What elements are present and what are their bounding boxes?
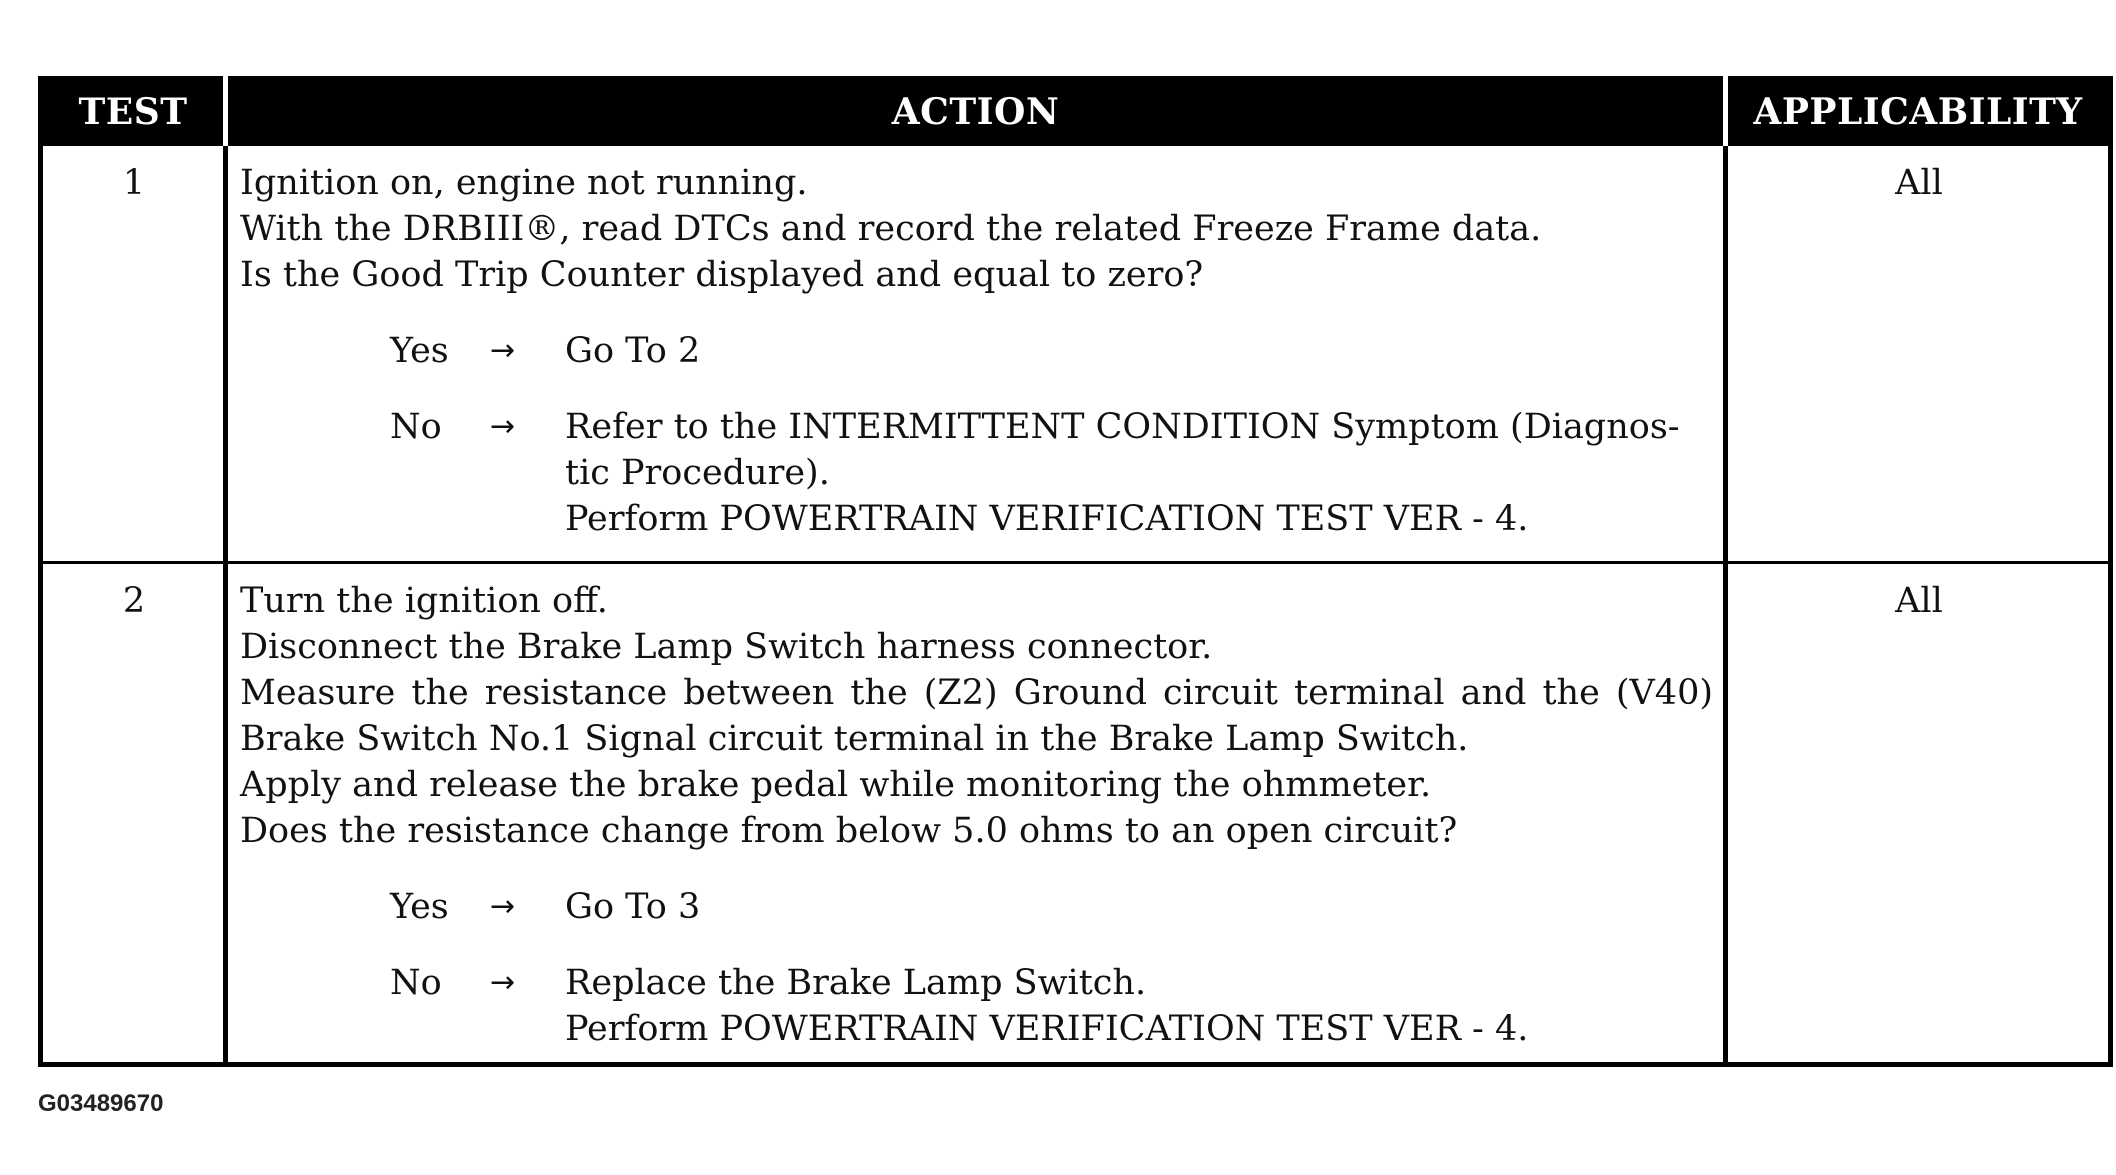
action-cell	[226, 145, 1726, 563]
no-result	[390, 404, 1713, 542]
no-label: No	[390, 407, 442, 447]
no-outcome	[565, 960, 1713, 1052]
action-step: Ignition on, engine not running.	[240, 163, 808, 203]
outcome-line: tic Procedure).	[565, 453, 830, 493]
outcome-line: Refer to the INTERMITTENT CONDITION Symptom (Diagnos-	[565, 407, 1680, 447]
right-arrow-icon: →	[490, 333, 516, 368]
yes-outcome	[565, 884, 1713, 930]
figure-id: G03489670	[38, 1090, 164, 1117]
yes-result	[390, 328, 1713, 374]
outcome-line: Perform POWERTRAIN VERIFICATION TEST VER - 4.	[565, 499, 1529, 539]
outcome-line: Perform POWERTRAIN VERIFICATION TEST VER - 4.	[565, 1009, 1529, 1049]
yes-label: Yes	[390, 887, 449, 927]
action-cell	[226, 563, 1726, 1065]
table-row-test-2	[41, 563, 2111, 1065]
action-step: Measure the resistance between the (Z2) Ground circuit terminal and the (V40)	[240, 673, 1713, 713]
right-arrow-icon: →	[490, 409, 516, 444]
column-header-action: ACTION	[226, 79, 1726, 145]
no-label: No	[390, 963, 442, 1003]
action-step: With the DRBIII®, read DTCs and record the related Freeze Frame data.	[240, 209, 1542, 249]
applicability-value: All	[1726, 145, 2111, 563]
no-result	[390, 960, 1713, 1052]
right-arrow-icon: →	[490, 889, 516, 924]
outcome-line: Replace the Brake Lamp Switch.	[565, 963, 1147, 1003]
test-number: 2	[41, 563, 226, 1065]
outcome-line: Go To 2	[565, 331, 701, 371]
action-step: Turn the ignition off.	[240, 581, 608, 621]
yes-outcome	[565, 328, 1713, 374]
action-step: Brake Switch No.1 Signal circuit terminal in the Brake Lamp Switch.	[240, 719, 1469, 759]
test-number: 1	[41, 145, 226, 563]
action-step: Is the Good Trip Counter displayed and equal to zero?	[240, 255, 1204, 295]
no-outcome	[565, 404, 1713, 542]
right-arrow-icon: →	[490, 965, 516, 1000]
action-step: Apply and release the brake pedal while monitoring the ohmmeter.	[240, 765, 1432, 805]
column-header-applicability: APPLICABILITY	[1726, 79, 2111, 145]
action-step: Disconnect the Brake Lamp Switch harness connector.	[240, 627, 1213, 667]
diagnostic-test-table	[38, 76, 2113, 1067]
table-row-test-1	[41, 145, 2111, 563]
column-header-test: TEST	[41, 79, 226, 145]
yes-label: Yes	[390, 331, 449, 371]
action-step: Does the resistance change from below 5.0 ohms to an open circuit?	[240, 811, 1458, 851]
yes-result	[390, 884, 1713, 930]
table-header-row	[41, 79, 2111, 145]
applicability-value: All	[1726, 563, 2111, 1065]
outcome-line: Go To 3	[565, 887, 701, 927]
